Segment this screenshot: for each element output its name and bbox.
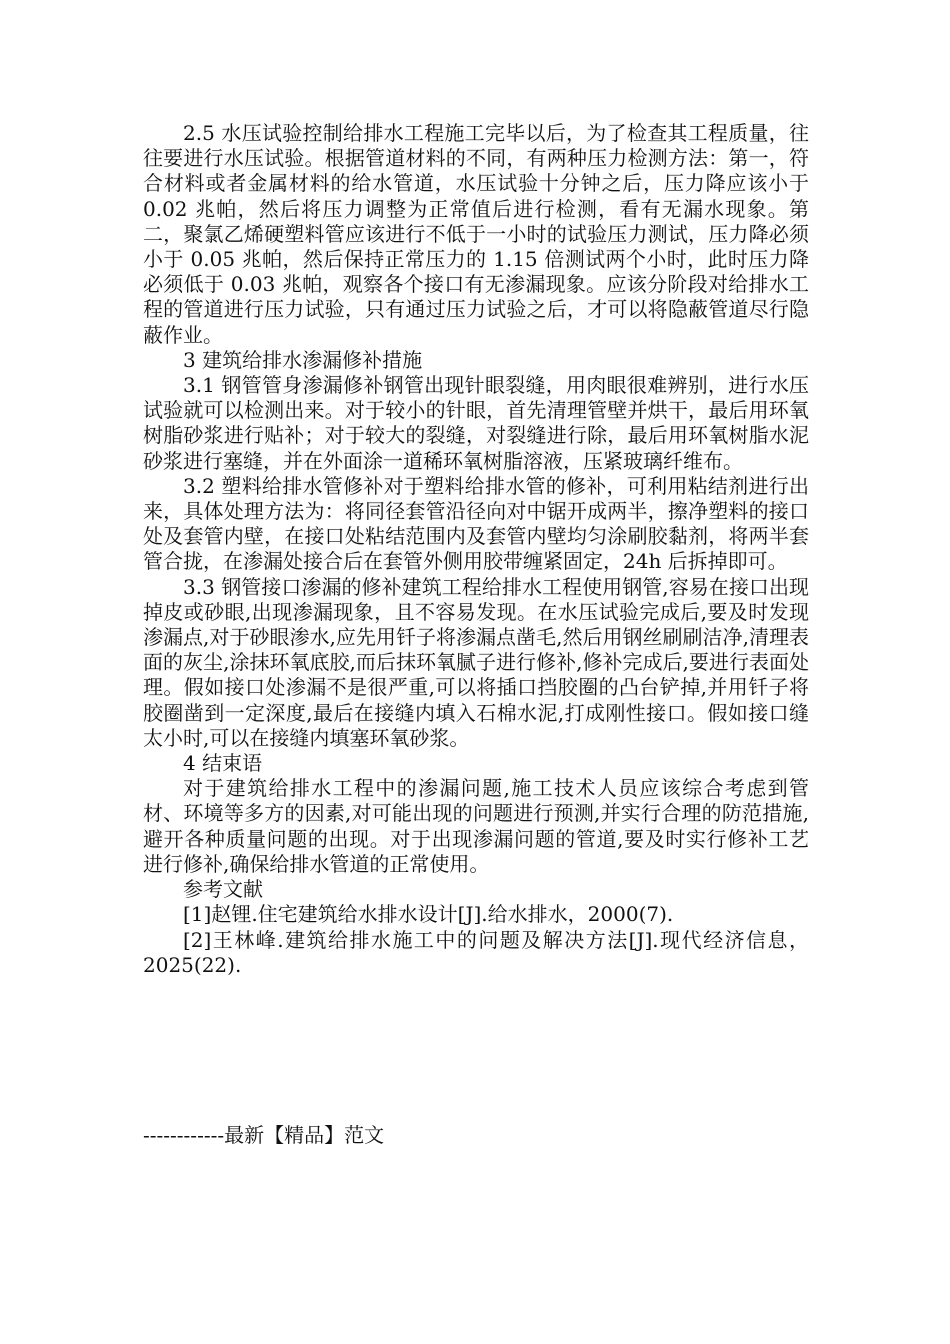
heading-conclusion: 4 结束语 [183,751,263,776]
document-body [143,121,809,978]
paragraph-plastic-pipe: 3.2 塑料给排水管修补对于塑料给排水管的修补，可利用粘结剂进行出来，具体处理方法为：将同径套管沿径向对中锯开成两半，擦净塑料的接口处及套管内壁，在接口处粘结范围内及套管内壁均匀涂刷胶黏剂，将两半套管合拢，在渗漏处接合后在套管外侧用胶带缠紧固定，24h 后拆掉即可。 [143,473,809,574]
reference-item: [2]王林峰.建筑给排水施工中的问题及解决方法[J].现代经济信息，2025(22). [143,927,809,977]
paragraph-steel-pipe-body: 3.1 钢管管身渗漏修补钢管出现针眼裂缝，用肉眼很难辨别，进行水压试验就可以检测出来。对于较小的针眼，首先清理管壁并烘干，最后用环氧树脂砂浆进行贴补；对于较大的裂缝，对裂缝进行除，最后用环氧树脂水泥砂浆进行塞缝，并在外面涂一道稀环氧树脂溶液，压紧玻璃纤维布。 [143,373,809,473]
reference-item: [1]赵锂.住宅建筑给水排水设计[J].给水排水，2000(7). [183,902,674,927]
heading-repair-measures: 3 建筑给排水渗漏修补措施 [183,347,423,372]
footer-text: ------------最新【精品】范文 [143,1123,385,1147]
heading-references: 参考文献 [183,877,263,902]
paragraph-hydro-test: 2.5 水压试验控制给排水工程施工完毕以后，为了检查其工程质量，往往要进行水压试验。根据管道材料的不同，有两种压力检测方法：第一，符合材料或者金属材料的给水管道，水压试验十分钟之后，压力降应该小于 0.02 兆帕，然后将压力调整为正常值后进行检测，看有无漏水现象。第二，聚氯乙烯硬塑料管应该进行不低于一小时的试验压力测试，压力降必须小于 0.05 兆帕，然后保持正常压力的 1.15 倍测试两个小时，此时压力降必须低于 0.03 兆帕，观察各个接口有无渗漏现象。应该分阶段对给排水工程的管道进行压力试验，只有通过压力试验之后，才可以将隐蔽管道尽行隐蔽作业。 [143,121,809,347]
paragraph-conclusion: 对于建筑给排水工程中的渗漏问题,施工技术人员应该综合考虑到管材、环境等多方的因素,对可能出现的问题进行预测,并实行合理的防范措施,避开各种质量问题的出现。对于出现渗漏问题的管道,要及时实行修补工艺进行修补,确保给排水管道的正常使用。 [143,776,809,876]
paragraph-steel-pipe-joint: 3.3 钢管接口渗漏的修补建筑工程给排水工程使用钢管,容易在接口出现掉皮或砂眼,出现渗漏现象，且不容易发现。在水压试验完成后,要及时发现渗漏点,对于砂眼渗水,应先用钎子将渗漏点凿毛,然后用钢丝刷刷洁净,清理表面的灰尘,涂抹环氧底胶,而后抹环氧腻子进行修补,修补完成后,要进行表面处理。假如接口处渗漏不是很严重,可以将插口挡胶圈的凸台铲掉,并用钎子将胶圈凿到一定深度,最后在接缝内填入石棉水泥,打成刚性接口。假如接口缝太小时,可以在接缝内填塞环氧砂浆。 [143,574,809,750]
